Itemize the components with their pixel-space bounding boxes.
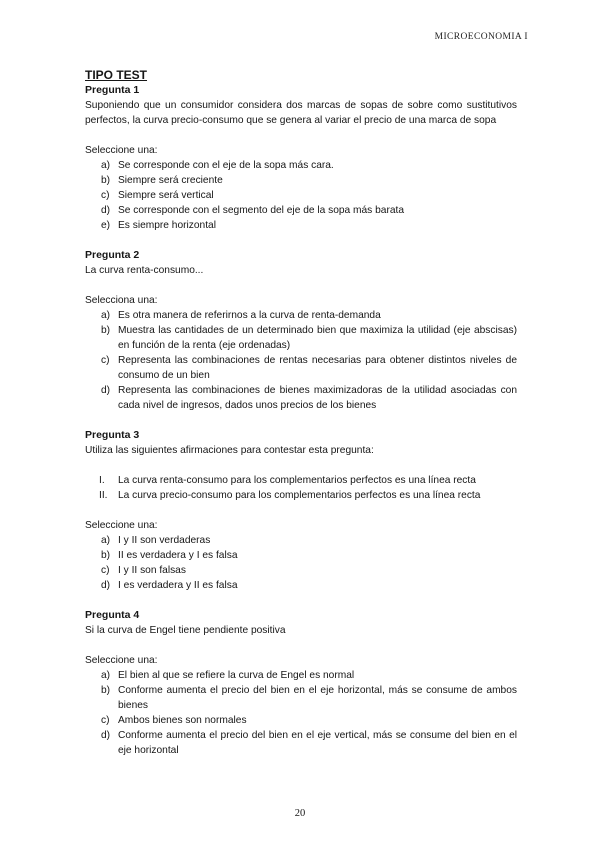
option-c[interactable]: c) Siempre será vertical [101,190,214,201]
option-c[interactable]: c) Ambos bienes son normales [101,715,247,726]
option-b[interactable]: b) Siempre será creciente [101,175,223,186]
question-heading: Pregunta 2 [85,249,140,261]
option-a[interactable]: a) El bien al que se refiere la curva de Engel es normal [101,670,355,681]
option-d[interactable]: d) Se corresponde con el segmento del eje de la sopa más barata [101,205,404,216]
question-text: Utiliza las siguientes afirmaciones para contestar esta pregunta: [85,445,374,456]
statement-i: I. La curva renta-consumo para los complementarios perfectos es una línea recta [99,475,476,486]
select-prompt: Seleccione una: [85,145,158,156]
question-text: Suponiendo que un consumidor considera dos marcas de sopas de sobre como sustitutivos perfectos, la curva precio-consumo que se genera al variar el precio de una marca de sopa [85,100,517,126]
option-list [85,533,517,593]
section-title: TIPO TEST [85,68,148,82]
option-d[interactable]: d) Representa las combinaciones de bienes maximizadoras de la utilidad asociadas con cada nivel de ingresos, dados unos precios de los bienes [101,385,517,411]
option-list [85,668,517,758]
option-list [85,308,517,413]
question-3 [85,428,517,593]
select-prompt: Seleccione una: [85,655,158,666]
page-content [85,68,517,758]
option-a[interactable]: a) Es otra manera de referirnos a la curva de renta-demanda [101,310,381,321]
option-c[interactable]: c) I y II son falsas [101,565,186,576]
running-header: MICROECONOMIA I [434,32,528,42]
option-b[interactable]: b) Conforme aumenta el precio del bien en el eje horizontal, más se consume de ambos bienes [101,685,517,711]
question-1 [85,83,517,233]
question-4 [85,608,517,758]
option-a[interactable]: a) Se corresponde con el eje de la sopa más cara. [101,160,334,171]
select-prompt: Selecciona una: [85,295,158,306]
option-b[interactable]: b) II es verdadera y I es falsa [101,550,238,561]
question-text: La curva renta-consumo... [85,265,204,276]
option-b[interactable]: b) Muestra las cantidades de un determinado bien que maximiza la utilidad (eje abscisas) en función de la renta (eje ordenadas) [101,325,517,351]
option-c[interactable]: c) Representa las combinaciones de rentas necesarias para obtener distintos niveles de consumo de un bien [101,355,517,381]
option-a[interactable]: a) I y II son verdaderas [101,535,211,546]
option-d[interactable]: d) I es verdadera y II es falsa [101,580,238,591]
question-2 [85,248,517,413]
question-heading: Pregunta 1 [85,84,140,96]
option-e[interactable]: e) Es siempre horizontal [101,220,216,231]
select-prompt: Seleccione una: [85,520,158,531]
option-list [85,158,517,233]
page-number: 20 [294,808,306,819]
question-heading: Pregunta 4 [85,609,140,621]
option-d[interactable]: d) Conforme aumenta el precio del bien en el eje vertical, más se consume del bien en el eje horizontal [101,730,517,756]
question-text: Si la curva de Engel tiene pendiente positiva [85,625,286,636]
question-heading: Pregunta 3 [85,429,140,441]
statement-list [85,473,517,503]
statement-ii: II. La curva precio-consumo para los complementarios perfectos es una línea recta [99,490,481,501]
